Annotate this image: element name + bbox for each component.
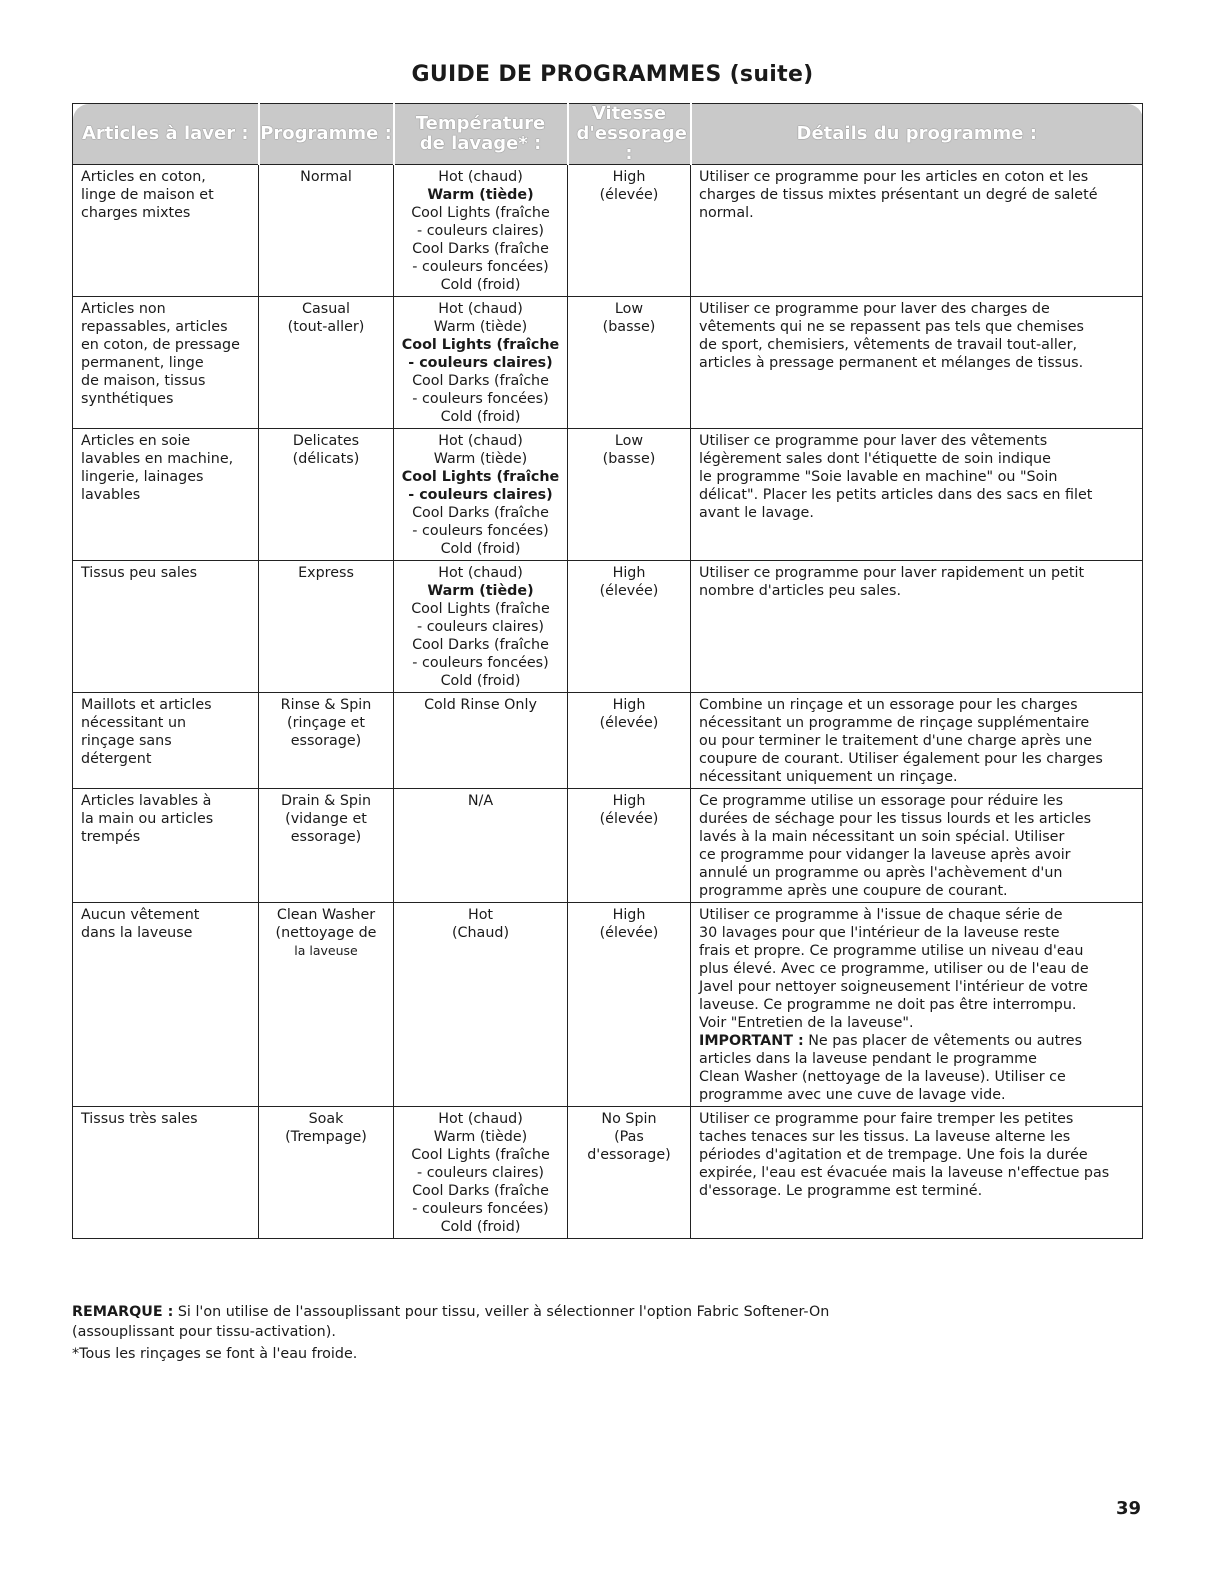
cell-line: périodes d'agitation et de trempage. Une fois la durée (699, 1147, 1088, 1163)
cell-line: essorage) (290, 733, 362, 749)
cell-line: permanent, linge (81, 355, 204, 371)
cell-line: charges de tissus mixtes présentant un degré de saleté (699, 187, 1098, 203)
cell-details (691, 1107, 1143, 1239)
cell-line: Clean Washer (276, 907, 376, 923)
cell-line: (tout-aller) (287, 319, 365, 335)
program-table (72, 103, 1143, 1239)
temperature-option: - couleurs claires) (408, 487, 553, 503)
temperature-option: Cool Darks (fraîche (412, 637, 549, 653)
temperature-option: Cool Lights (fraîche (411, 601, 550, 617)
cell-line: Normal (300, 169, 352, 185)
cell-line: vêtements qui ne se repassent pas tels que chemises (699, 319, 1084, 335)
cell-line: (délicats) (292, 451, 360, 467)
cell-line: avant le lavage. (699, 505, 814, 521)
cell-articles (73, 789, 259, 903)
temperature-option: Warm (tiède) (433, 319, 528, 335)
cell-line: High (612, 907, 646, 923)
cell-line: essorage) (290, 829, 362, 845)
cell-line: en coton, de pressage (81, 337, 240, 353)
temperature-option: - couleurs foncées) (412, 1201, 549, 1217)
page-title: GUIDE DE PROGRAMMES (suite) (411, 62, 814, 87)
cell-line: linge de maison et (81, 187, 214, 203)
cell-line: plus élevé. Avec ce programme, utiliser ou de l'eau de (699, 961, 1089, 977)
cell-articles (73, 1107, 259, 1239)
table-row (73, 429, 1143, 561)
table-row (73, 693, 1143, 789)
cell-line: repassables, articles (81, 319, 228, 335)
header-vitesse: Vitesse d'essorage : (568, 104, 691, 165)
cell-line: (élevée) (599, 715, 659, 731)
cell-line: le programme "Soie lavable en machine" ou "Soin (699, 469, 1058, 485)
temperature-option: Warm (tiède) (427, 583, 534, 599)
cell-line: la main ou articles (81, 811, 214, 827)
temperature-option: Hot (chaud) (438, 169, 523, 185)
cell-line: (élevée) (599, 925, 659, 941)
remarque-text: Si l'on utilise de l'assouplissant pour tissu, veiller à sélectionner l'option Fabric Softener-On (173, 1304, 830, 1320)
cell-programme (259, 789, 394, 903)
cell-line: articles à pressage permanent et mélanges de tissus. (699, 355, 1084, 371)
cell-temperature (394, 165, 568, 297)
cell-line: High (612, 565, 646, 581)
cell-line: délicat". Placer les petits articles dans des sacs en filet (699, 487, 1093, 503)
cell-programme (259, 429, 394, 561)
cell-details (691, 429, 1143, 561)
cell-line: No Spin (601, 1111, 657, 1127)
temperature-option: - couleurs foncées) (412, 523, 549, 539)
cell-line: annulé un programme ou après l'achèvement d'un (699, 865, 1063, 881)
program-table-container (72, 103, 1142, 1239)
cell-temperature (394, 903, 568, 1107)
cell-line: Javel pour nettoyer soigneusement l'intérieur de votre (699, 979, 1088, 995)
temperature-option: Hot (chaud) (438, 301, 523, 317)
footnote: *Tous les rinçages se font à l'eau froide. (72, 1346, 358, 1362)
temperature-option: Cool Lights (fraîche (401, 337, 560, 353)
cell-line: lavables (81, 487, 141, 503)
cell-line: ou pour terminer le traitement d'une charge après une (699, 733, 1093, 749)
cell-line: frais et propre. Ce programme utilise un niveau d'eau (699, 943, 1084, 959)
notes-section (72, 1302, 1072, 1364)
cell-line: (élevée) (599, 583, 659, 599)
cell-line: Casual (302, 301, 350, 317)
cell-line: Combine un rinçage et un essorage pour les charges (699, 697, 1078, 713)
cell-line: Utiliser ce programme pour laver des charges de (699, 301, 1050, 317)
cell-line: nombre d'articles peu sales. (699, 583, 902, 599)
cell-line: Drain & Spin (280, 793, 372, 809)
temperature-option: - couleurs foncées) (412, 259, 549, 275)
important-text: Ne pas placer de vêtements ou autres (803, 1033, 1083, 1049)
cell-line: Utiliser ce programme pour laver rapidement un petit (699, 565, 1085, 581)
cell-line: nécessitant uniquement un rinçage. (699, 769, 958, 785)
cell-temperature (394, 429, 568, 561)
cell-articles (73, 693, 259, 789)
remarque-label: REMARQUE : (72, 1304, 174, 1320)
cell-line: taches tenaces sur les tissus. La laveuse alterne les (699, 1129, 1071, 1145)
cell-line: laveuse. Ce programme ne doit pas être interrompu. (699, 997, 1077, 1013)
temperature-option: Cold (froid) (440, 409, 521, 425)
cell-line: d'essorage) (587, 1147, 671, 1163)
cell-line: normal. (699, 205, 754, 221)
cell-line: (rinçage et (287, 715, 365, 731)
cell-line: nécessitant un programme de rinçage supplémentaire (699, 715, 1090, 731)
table-row (73, 789, 1143, 903)
cell-line: coupure de courant. Utiliser également pour les charges (699, 751, 1103, 767)
cell-line: (Pas (614, 1129, 644, 1145)
cell-vitesse (568, 1107, 691, 1239)
cell-vitesse (568, 297, 691, 429)
cell-programme (259, 297, 394, 429)
cell-line: Clean Washer (nettoyage de la laveuse). Utiliser ce (699, 1069, 1066, 1085)
temperature-option: Cool Darks (fraîche (412, 505, 549, 521)
cell-temperature (394, 561, 568, 693)
cell-vitesse (568, 561, 691, 693)
cell-line: 30 lavages pour que l'intérieur de la laveuse reste (699, 925, 1060, 941)
cell-details (691, 903, 1143, 1107)
temperature-option: N/A (467, 793, 494, 809)
cell-line: (vidange et (285, 811, 367, 827)
temperature-option: (Chaud) (451, 925, 510, 941)
cell-programme (259, 165, 394, 297)
cell-details (691, 789, 1143, 903)
temperature-option: Warm (tiède) (433, 451, 528, 467)
table-row (73, 165, 1143, 297)
header-temperature: Température de lavage* : (394, 104, 568, 165)
cell-line: (Trempage) (285, 1129, 367, 1145)
cell-details (691, 165, 1143, 297)
cell-line: ce programme pour vidanger la laveuse après avoir (699, 847, 1071, 863)
cell-line: programme après une coupure de courant. (699, 883, 1008, 899)
cell-line: Aucun vêtement (81, 907, 200, 923)
cell-line: High (612, 793, 646, 809)
cell-programme (259, 903, 394, 1107)
temperature-option: - couleurs claires) (408, 355, 553, 371)
cell-line: synthétiques (81, 391, 174, 407)
cell-line: Articles non (81, 301, 166, 317)
cell-line: nécessitant un (81, 715, 187, 731)
cell-articles (73, 903, 259, 1107)
temperature-option: Warm (tiède) (433, 1129, 528, 1145)
table-row (73, 903, 1143, 1107)
important-label: IMPORTANT : (699, 1033, 804, 1049)
cell-line: Utiliser ce programme à l'issue de chaque série de (699, 907, 1063, 923)
temperature-option: Hot (chaud) (438, 1111, 523, 1127)
temperature-option: Cold (froid) (440, 541, 521, 557)
cell-line: d'essorage. Le programme est terminé. (699, 1183, 983, 1199)
temperature-option: Cool Darks (fraîche (412, 241, 549, 257)
cell-line: légèrement sales dont l'étiquette de soin indique (699, 451, 1051, 467)
cell-temperature (394, 693, 568, 789)
cell-vitesse (568, 165, 691, 297)
temperature-option: - couleurs claires) (416, 1165, 545, 1181)
cell-line: Ce programme utilise un essorage pour réduire les (699, 793, 1064, 809)
temperature-option: Hot (467, 907, 494, 923)
cell-articles (73, 297, 259, 429)
temperature-option: Hot (chaud) (438, 433, 523, 449)
temperature-option: Warm (tiède) (427, 187, 534, 203)
cell-line: Articles lavables à (81, 793, 212, 809)
cell-vitesse (568, 429, 691, 561)
cell-line: détergent (81, 751, 152, 767)
cell-line: Voir "Entretien de la laveuse". (699, 1015, 914, 1031)
temperature-option: - couleurs foncées) (412, 391, 549, 407)
cell-vitesse (568, 903, 691, 1107)
remarque-note-continued: (assouplissant pour tissu-activation). (72, 1324, 336, 1340)
cell-line: (nettoyage de (275, 925, 377, 941)
cell-articles (73, 429, 259, 561)
cell-line: Low (614, 433, 644, 449)
cell-line: Articles en soie (81, 433, 191, 449)
header-programme: Programme : (259, 104, 394, 165)
cell-line: Utiliser ce programme pour faire tremper les petites (699, 1111, 1074, 1127)
cell-details (691, 693, 1143, 789)
cell-line: (élevée) (599, 187, 659, 203)
cell-programme (259, 693, 394, 789)
page-number: 39 (1115, 1498, 1141, 1519)
cell-line: durées de séchage pour les tissus lourds et les articles (699, 811, 1092, 827)
cell-line: Delicates (292, 433, 360, 449)
cell-temperature (394, 789, 568, 903)
temperature-option: - couleurs foncées) (412, 655, 549, 671)
temperature-option: Cool Lights (fraîche (401, 469, 560, 485)
temperature-option: Hot (chaud) (438, 565, 523, 581)
cell-line: lavés à la main nécessitant un soin spécial. Utiliser (699, 829, 1065, 845)
cell-line: Articles en coton, (81, 169, 206, 185)
cell-details (691, 297, 1143, 429)
temperature-option: Cool Lights (fraîche (411, 1147, 550, 1163)
cell-temperature (394, 1107, 568, 1239)
cell-line: (élevée) (599, 811, 659, 827)
cell-line: Soak (308, 1111, 344, 1127)
cell-articles (73, 561, 259, 693)
cell-vitesse (568, 789, 691, 903)
table-row (73, 297, 1143, 429)
cell-programme (259, 561, 394, 693)
cell-line: de sport, chemisiers, vêtements de travail tout-aller, (699, 337, 1078, 353)
remarque-note (72, 1302, 1072, 1322)
temperature-option: Cold (froid) (440, 673, 521, 689)
cell-line: de maison, tissus (81, 373, 206, 389)
temperature-option: - couleurs claires) (416, 619, 545, 635)
cell-line: lingerie, lainages (81, 469, 204, 485)
temperature-option: - couleurs claires) (416, 223, 545, 239)
cell-line: charges mixtes (81, 205, 191, 221)
cell-details (691, 561, 1143, 693)
cell-line: (basse) (602, 451, 656, 467)
table-body (73, 165, 1143, 1239)
table-header-row (73, 104, 1143, 165)
cell-line: la laveuse (294, 943, 358, 958)
cell-line: Utiliser ce programme pour laver des vêtements (699, 433, 1048, 449)
cell-line: High (612, 169, 646, 185)
cell-line: Low (614, 301, 644, 317)
cell-line: trempés (81, 829, 141, 845)
cell-line: Maillots et articles (81, 697, 212, 713)
temperature-option: Cold (froid) (440, 1219, 521, 1235)
cell-vitesse (568, 693, 691, 789)
cell-line: Utiliser ce programme pour les articles en coton et les (699, 169, 1089, 185)
cell-line: programme avec une cuve de lavage vide. (699, 1087, 1006, 1103)
cell-line: dans la laveuse (81, 925, 193, 941)
table-row (73, 1107, 1143, 1239)
cell-line: Express (298, 565, 354, 581)
cell-line: High (612, 697, 646, 713)
cell-line: (basse) (602, 319, 656, 335)
table-row (73, 561, 1143, 693)
cell-programme (259, 1107, 394, 1239)
cell-line: rinçage sans (81, 733, 172, 749)
cell-line: Rinse & Spin (280, 697, 372, 713)
temperature-option: Cool Darks (fraîche (412, 373, 549, 389)
cell-temperature (394, 297, 568, 429)
cell-line: Tissus peu sales (81, 565, 198, 581)
cell-line: lavables en machine, (81, 451, 234, 467)
header-articles: Articles à laver : (73, 104, 259, 165)
temperature-option: Cool Lights (fraîche (411, 205, 550, 221)
cell-line: articles dans la laveuse pendant le programme (699, 1051, 1037, 1067)
temperature-option: Cool Darks (fraîche (412, 1183, 549, 1199)
temperature-option: Cold (froid) (440, 277, 521, 293)
important-line (699, 1032, 1136, 1050)
header-details: Détails du programme : (691, 104, 1143, 165)
cell-line: Tissus très sales (81, 1111, 198, 1127)
temperature-option: Cold Rinse Only (424, 697, 537, 713)
cell-articles (73, 165, 259, 297)
cell-line: expirée, l'eau est évacuée mais la laveuse n'effectue pas (699, 1165, 1110, 1181)
